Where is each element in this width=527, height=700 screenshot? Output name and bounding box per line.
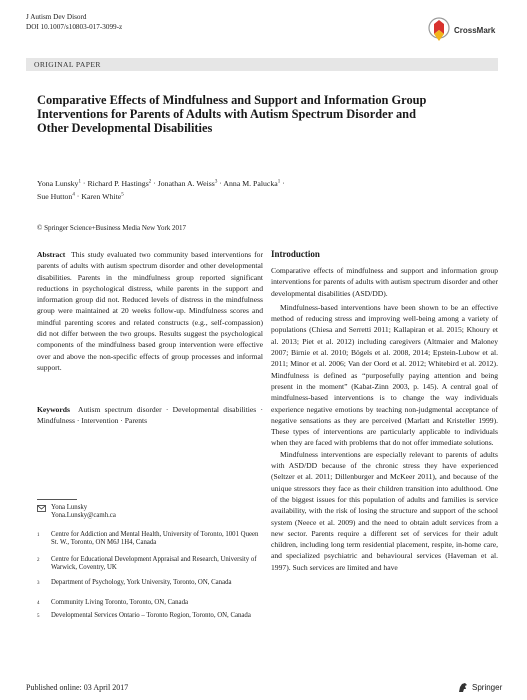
author-affiliation-number: 1 bbox=[277, 179, 281, 184]
crossmark-label: CrossMark bbox=[454, 25, 496, 35]
abstract-text: This study evaluated two community based interventions for parents of adults with autism spectrum disorder and other developmental disabilities. Parents in the mindfulness group reported significant reductions in psychological distress, while parents in the support and information group did not. Reduced levels of distress in the mindfulness group were maintained at 20 weeks follow-up. Mindfulness scores and mindful parenting scores and related constructs (e.g., self-compassion) did not differ between the two groups. Results suggest the psychological components of the mindfulness based group intervention were effective over and above the non-specific effects of group processes and informal support. bbox=[37, 250, 263, 372]
affiliation-number: 2 bbox=[37, 558, 40, 563]
author-affiliation-number: 1 bbox=[78, 179, 81, 184]
author-affiliation-number: 3 bbox=[214, 179, 218, 184]
affiliation-text: Centre for Educational Development Appraisal and Research, University of Warwick, Coventry, UK bbox=[51, 556, 257, 572]
contact-name: Yona Lunsky bbox=[51, 504, 88, 511]
corresponding-author bbox=[37, 504, 263, 521]
author-name: Richard P. Hastings$^2$ bbox=[87, 178, 152, 188]
contact-email[interactable]: Yona.Lunsky@camh.ca bbox=[51, 512, 116, 520]
intro-paragraph: Comparative effects of mindfulness and support and information group interventions for parents of adults with autism spectrum disorder and other developmental disabilities (ASD/DD). bbox=[271, 266, 498, 298]
introduction-body bbox=[271, 265, 498, 573]
affiliation-number: 1 bbox=[37, 533, 40, 538]
author-name: Jonathan A. Weiss$^3$ bbox=[157, 178, 218, 188]
intro-paragraph: Mindfulness interventions are especially relevant to parents of adults with ASD/DD because of the chronic stress they have experienced (Seltzer et al. 2011; Dillenburger and McKeer 2011), and because of the unique stressors they face as their children transition into adulthood. One of the biggest issues for this population of adults and families is service availability, with the risk of losing the structure and support of the school system (Neece et al. 2009) and the need to obtain adult services from a new sector. Parents require a different set of services for their adult children, including long term residential placement, respite, in-home care, and specialized psychiatric and behavioural services (Haveman et al. 1997). Such services are limited and have bbox=[271, 449, 498, 572]
doi: DOI 10.1007/s10803-017-3099-z bbox=[26, 23, 123, 31]
author-separator: · bbox=[280, 178, 285, 188]
springer-logo bbox=[457, 681, 502, 693]
author-list bbox=[37, 176, 357, 202]
affiliation-text: Centre for Addiction and Mental Health, University of Toronto, 1001 Queen St. W., Toronto, ON M6J 1H4, Canada bbox=[51, 531, 259, 547]
affiliation-text: Department of Psychology, York University, Toronto, ON, Canada bbox=[51, 579, 232, 586]
journal-name: J Autism Dev Disord bbox=[26, 13, 87, 21]
affiliation-item bbox=[37, 579, 263, 588]
crossmark-badge[interactable] bbox=[428, 16, 508, 44]
author-separator: · bbox=[151, 178, 158, 188]
affiliation-text: Community Living Toronto, Toronto, ON, Canada bbox=[51, 599, 188, 606]
author-affiliation-number: 5 bbox=[121, 192, 124, 198]
affiliation-number: 4 bbox=[37, 601, 40, 606]
keywords-text: Autism spectrum disorder · Developmental disabilities · Mindfulness · Intervention · Parents bbox=[37, 405, 263, 426]
springer-horse-icon bbox=[457, 681, 469, 693]
keywords bbox=[37, 404, 263, 427]
affiliation-item bbox=[37, 599, 263, 608]
affiliation-number: 5 bbox=[37, 614, 40, 619]
intro-paragraph: Mindfulness-based interventions have been shown to be an effective method of reducing stress and improving well-being among a variety of populations (Chiesa and Serretti 2011; Kallapiran et al. 2015; Khoury et al. 2013; Piet et al. 2012) including caregivers (Altmaier and Maloney 2007; Birnie et al. 2010; Bögels et al. 2008, 2014; Epstein-Lubow et al. 2011; Minor et al. 2006; Van der Oord et al. 2012; Whitebird et al. 2012). Mindfulness is defined as “purposefully paying attention and being present in the moment” (Kabat-Zinn 2003, p. 145). A central goal of mindfulness-based interventions is to change the way individuals experience negative emotions by teaching non-judgmental acceptance of negative sensations as they are perceived (Marlatt and Kristeller 1999). These types of interventions are particularly applicable to individuals when they are faced with problems that do not offer immediate solutions. bbox=[271, 302, 498, 448]
author-separator: · bbox=[80, 178, 88, 188]
affiliation-text: Developmental Services Ontario – Toronto Region, Toronto, ON, Canada bbox=[51, 612, 251, 619]
abstract-label: Abstract bbox=[37, 250, 66, 259]
footnote-divider bbox=[37, 499, 77, 500]
crossmark-icon bbox=[428, 17, 450, 43]
affiliation-item bbox=[37, 556, 263, 573]
introduction-heading: Introduction bbox=[271, 249, 320, 259]
paper-title: Comparative Effects of Mindfulness and Support and Information Group Interventions for Parents of Adults with Autism Spectrum Disorder and Other Developmental Disabilities bbox=[37, 93, 427, 136]
author-separator: · bbox=[217, 178, 224, 188]
author-name: Anna M. Palucka$^1$ bbox=[223, 178, 281, 188]
publication-date: Published online: 03 April 2017 bbox=[26, 683, 129, 692]
author-affiliation-number: 4 bbox=[72, 192, 75, 198]
affiliation-item bbox=[37, 612, 263, 621]
author-name: Karen White$^5$ bbox=[81, 191, 124, 201]
affiliation-number: 3 bbox=[37, 581, 40, 586]
envelope-icon bbox=[37, 504, 51, 521]
author-name: Yona Lunsky$^1$ bbox=[37, 178, 81, 188]
author-affiliation-number: 2 bbox=[148, 179, 152, 184]
copyright-notice: © Springer Science+Business Media New York 2017 bbox=[37, 224, 187, 232]
author-name: Sue Hutton$^4$ bbox=[37, 191, 75, 201]
affiliation-item bbox=[37, 531, 263, 548]
section-label: ORIGINAL PAPER bbox=[34, 60, 101, 69]
springer-label: Springer bbox=[472, 682, 503, 692]
author-separator: · bbox=[74, 191, 82, 201]
abstract bbox=[37, 249, 263, 373]
keywords-label: Keywords bbox=[37, 405, 70, 414]
